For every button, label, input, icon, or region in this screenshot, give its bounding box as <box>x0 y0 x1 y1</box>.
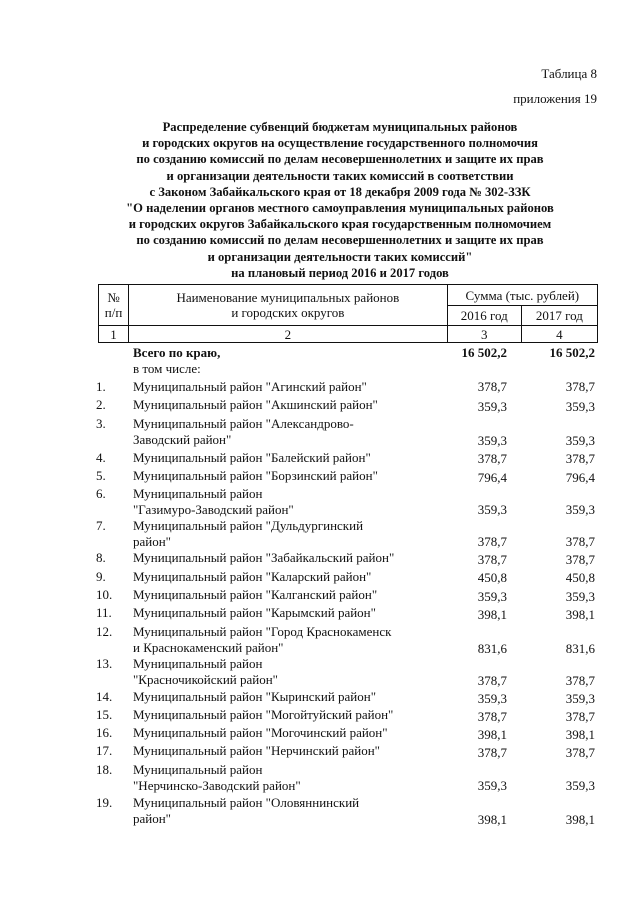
row-number: 6. <box>96 486 106 501</box>
row-2016-value: 398,1 <box>477 727 507 742</box>
row-name <box>133 486 433 518</box>
row-2017-value: 359,3 <box>565 433 595 448</box>
row-2016-value: 359,3 <box>477 399 507 414</box>
header-number-line2: п/п <box>104 305 123 320</box>
row-name <box>133 450 433 466</box>
total-sublabel: в том числе: <box>133 361 201 376</box>
row-name-line: Муниципальный район "Нерчинский район" <box>133 743 380 758</box>
column-index-cell: 2 <box>129 326 448 343</box>
row-number: 10. <box>96 587 113 602</box>
row-number: 15. <box>96 707 113 722</box>
row-name-line: "Нерчинско-Заводский район" <box>133 778 301 793</box>
row-2016-value: 450,8 <box>477 570 507 585</box>
row-number: 19. <box>96 795 113 810</box>
row-2017-value: 378,7 <box>565 379 595 394</box>
row-2016-value: 359,3 <box>477 778 507 793</box>
row-number: 2. <box>96 397 106 412</box>
row-number: 14. <box>96 689 113 704</box>
title-line: на плановый период 2016 и 2017 годов <box>231 265 449 280</box>
total-label-cell <box>133 345 433 377</box>
row-name-line: Муниципальный район "Акшинский район" <box>133 397 378 412</box>
row-2016-value: 796,4 <box>477 470 507 485</box>
row-2017-value: 359,3 <box>565 778 595 793</box>
row-name-line: Муниципальный район <box>133 486 263 501</box>
header-sum-cell: Сумма (тыс. рублей) <box>447 285 597 306</box>
header-2016-cell: 2016 год <box>447 306 521 326</box>
row-number: 13. <box>96 656 113 671</box>
row-2017-value: 378,7 <box>565 534 595 549</box>
row-name-line: район" <box>133 811 171 826</box>
row-2016-value: 378,7 <box>477 379 507 394</box>
row-number: 7. <box>96 518 106 533</box>
row-number: 3. <box>96 416 106 431</box>
row-name-line: Муниципальный район "Калганский район" <box>133 587 378 602</box>
row-name-line: Муниципальный район "Агинский район" <box>133 379 367 394</box>
row-2016-value: 398,1 <box>477 607 507 622</box>
row-name <box>133 725 433 741</box>
row-name <box>133 416 433 448</box>
row-2016-value: 359,3 <box>477 502 507 517</box>
row-2017-value: 796,4 <box>565 470 595 485</box>
header-name-line1: Наименование муниципальных районов <box>176 290 400 305</box>
row-2017-value: 378,7 <box>565 745 595 760</box>
row-2017-value: 450,8 <box>565 570 595 585</box>
row-name-line: Муниципальный район "Борзинский район" <box>133 468 378 483</box>
row-name <box>133 379 433 395</box>
row-2016-value: 359,3 <box>477 589 507 604</box>
row-name <box>133 762 433 794</box>
row-2016-value: 359,3 <box>477 433 507 448</box>
row-name-line: и Краснокаменский район" <box>133 640 284 655</box>
row-name <box>133 624 433 656</box>
title-line: и организации деятельности таких комиссий в соответствии <box>166 168 514 183</box>
total-2017: 16 502,2 <box>549 345 595 360</box>
row-name-line: Муниципальный район <box>133 656 263 671</box>
row-2016-value: 378,7 <box>477 552 507 567</box>
row-name-line: Муниципальный район "Карымский район" <box>133 605 376 620</box>
row-name <box>133 707 433 723</box>
row-name-line: Муниципальный район "Город Краснокаменск <box>133 624 392 639</box>
row-name <box>133 605 433 621</box>
row-2017-value: 378,7 <box>565 673 595 688</box>
row-name <box>133 587 433 603</box>
row-2017-value: 359,3 <box>565 502 595 517</box>
row-name <box>133 656 433 688</box>
row-number: 12. <box>96 624 113 639</box>
title-line: с Законом Забайкальского края от 18 декабря 2009 года № 302-ЗЗК <box>149 184 531 199</box>
row-2016-value: 378,7 <box>477 451 507 466</box>
row-name <box>133 795 433 827</box>
title-line: "О наделении органов местного самоуправления муниципальных районов <box>126 201 554 216</box>
row-name-line: "Красночикойский район" <box>133 672 278 687</box>
row-2017-value: 359,3 <box>565 399 595 414</box>
row-2017-value: 398,1 <box>565 607 595 622</box>
title-line: и организации деятельности таких комиссий" <box>207 249 473 264</box>
row-number: 9. <box>96 569 106 584</box>
title-line: по созданию комиссий по делам несовершеннолетних и защите их прав <box>136 233 544 248</box>
row-name <box>133 743 433 759</box>
column-index-cell: 4 <box>521 326 597 343</box>
row-number: 18. <box>96 762 113 777</box>
row-2017-value: 398,1 <box>565 812 595 827</box>
row-number: 17. <box>96 743 113 758</box>
row-name-line: Муниципальный район "Могойтуйский район" <box>133 707 394 722</box>
row-number: 11. <box>96 605 112 620</box>
header-name-cell <box>129 285 448 326</box>
title-line: и городских округов Забайкальского края государственным полномочием <box>128 217 552 232</box>
row-name <box>133 468 433 484</box>
table-header <box>98 284 598 343</box>
column-index-cell: 3 <box>447 326 521 343</box>
row-2016-value: 378,7 <box>477 534 507 549</box>
row-2017-value: 359,3 <box>565 589 595 604</box>
row-2016-value: 378,7 <box>477 745 507 760</box>
table-number: Таблица 8 <box>541 66 597 81</box>
row-name <box>133 518 433 550</box>
row-number: 16. <box>96 725 113 740</box>
row-name-line: район" <box>133 534 171 549</box>
row-name-line: Муниципальный район "Забайкальский район" <box>133 550 395 565</box>
row-2017-value: 378,7 <box>565 451 595 466</box>
row-2016-value: 359,3 <box>477 691 507 706</box>
header-2017-cell: 2017 год <box>521 306 597 326</box>
column-index-cell: 1 <box>99 326 129 343</box>
row-number: 8. <box>96 550 106 565</box>
row-name <box>133 689 433 705</box>
row-2017-value: 831,6 <box>565 641 595 656</box>
header-name-line2: и городских округов <box>231 305 345 320</box>
row-2016-value: 378,7 <box>477 673 507 688</box>
row-name-line: Муниципальный район <box>133 762 263 777</box>
row-name-line: Муниципальный район "Балейский район" <box>133 450 371 465</box>
row-name-line: Заводский район" <box>133 432 232 447</box>
title-line: и городских округов на осуществление государственного полномочия <box>142 136 538 151</box>
row-2016-value: 398,1 <box>477 812 507 827</box>
appendix-reference: приложения 19 <box>513 91 597 106</box>
row-number: 1. <box>96 379 106 394</box>
row-name-line: "Газимуро-Заводский район" <box>133 502 294 517</box>
row-2017-value: 359,3 <box>565 691 595 706</box>
row-2017-value: 378,7 <box>565 709 595 724</box>
row-2017-value: 398,1 <box>565 727 595 742</box>
row-number: 5. <box>96 468 106 483</box>
row-name <box>133 569 433 585</box>
row-2016-value: 831,6 <box>477 641 507 656</box>
document-title <box>90 119 590 281</box>
row-2016-value: 378,7 <box>477 709 507 724</box>
total-label: Всего по краю, <box>133 345 221 360</box>
row-name-line: Муниципальный район "Оловяннинский <box>133 795 360 810</box>
total-2016: 16 502,2 <box>461 345 507 360</box>
title-line: Распределение субвенций бюджетам муниципальных районов <box>162 120 518 134</box>
row-name <box>133 397 433 413</box>
row-name-line: Муниципальный район "Каларский район" <box>133 569 372 584</box>
header-number-cell <box>99 285 129 326</box>
row-name-line: Муниципальный район "Кыринский район" <box>133 689 377 704</box>
row-name-line: Муниципальный район "Дульдургинский <box>133 518 364 533</box>
row-2017-value: 378,7 <box>565 552 595 567</box>
row-name-line: Муниципальный район "Александрово- <box>133 416 354 431</box>
row-name <box>133 550 433 566</box>
title-line: по созданию комиссий по делам несовершеннолетних и защите их прав <box>136 152 544 167</box>
row-name-line: Муниципальный район "Могочинский район" <box>133 725 388 740</box>
row-number: 4. <box>96 450 106 465</box>
header-number-line1: № <box>107 290 120 305</box>
